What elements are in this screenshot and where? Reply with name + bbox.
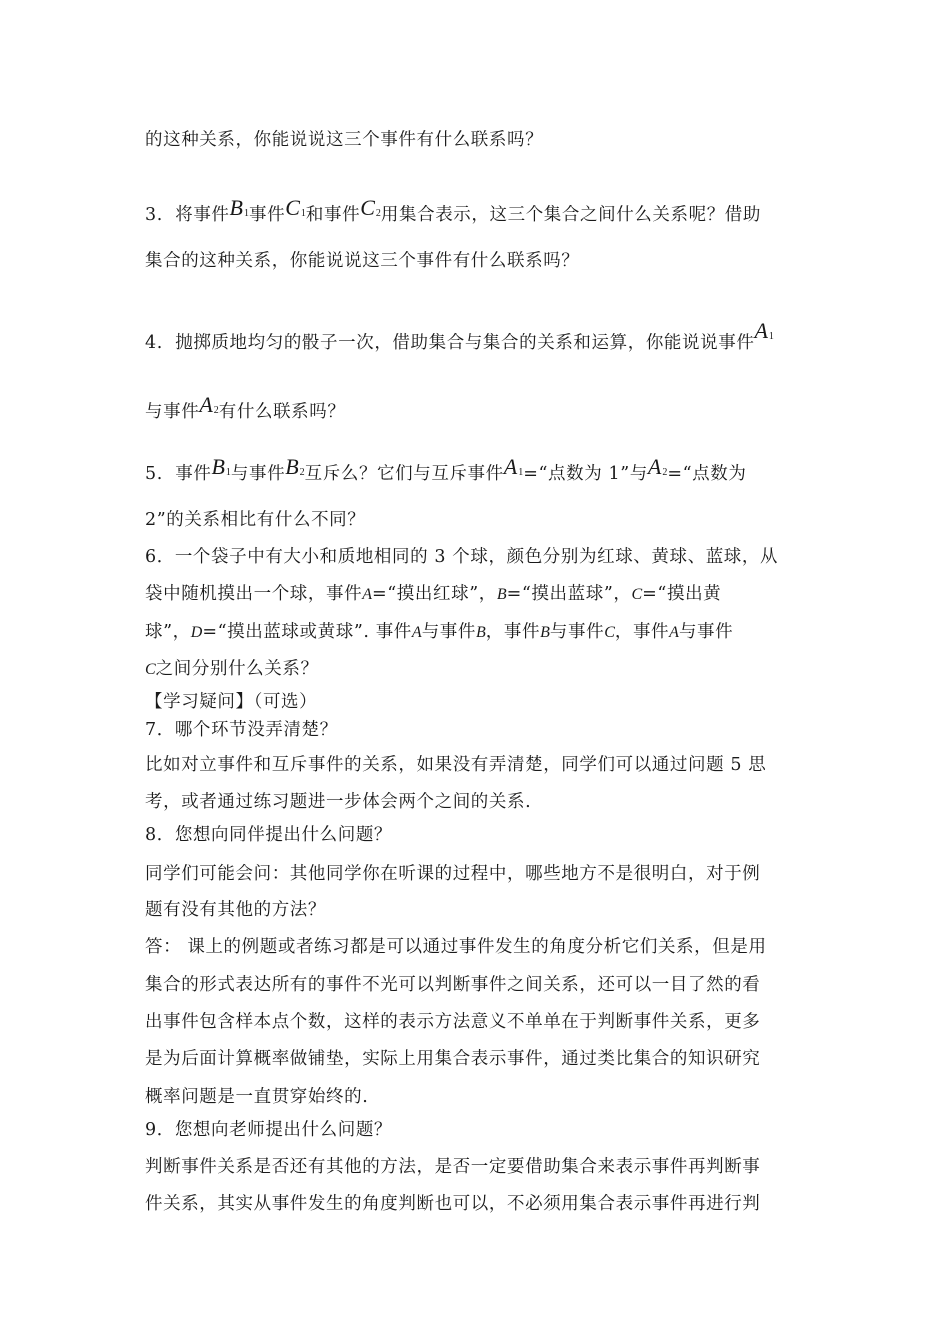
q3-text: 事件 bbox=[249, 205, 286, 225]
q3-text: 和事件 bbox=[305, 205, 361, 225]
q7-line-2: 考，或者通过练习题进一步体会两个之间的关系. bbox=[145, 792, 532, 812]
math-A1: A1 bbox=[754, 318, 774, 343]
math-A1: A1 bbox=[503, 454, 524, 479]
q9-line-1: 判断事件关系是否还有其他的方法，是否一定要借助集合来表示事件再判断事 bbox=[145, 1157, 761, 1177]
q5-text: =“点数为 1”与 bbox=[523, 464, 648, 484]
q7-line-1: 比如对立事件和互斥事件的关系，如果没有弄清楚，同学们可以通过问题 5 思 bbox=[145, 755, 767, 775]
q4-text: 与事件 bbox=[145, 402, 200, 422]
math-B: B1 bbox=[229, 195, 249, 220]
math-C: C bbox=[604, 624, 615, 641]
math-C: C bbox=[145, 661, 156, 678]
q8-answer-5: 概率问题是一直贯穿始终的. bbox=[145, 1087, 369, 1107]
section-heading: 【学习疑问】（可选） bbox=[145, 692, 318, 712]
q3-number: 3. bbox=[145, 205, 163, 225]
q4-text: 抛掷质地均匀的骰子一次，借助集合与集合的关系和运算，你能说说事件 bbox=[175, 333, 755, 353]
q6-line-1: 6．一个袋子中有大小和质地相同的 3 个球，颜色分别为红球、黄球、蓝球，从 bbox=[145, 547, 779, 567]
q6-line-3: 球”，D=“摸出蓝球或黄球”. 事件A与事件B，事件B与事件C，事件A与事件 bbox=[145, 622, 734, 642]
math-B: B bbox=[476, 624, 486, 641]
math-B2: B2 bbox=[285, 454, 305, 479]
q8-answer-2: 集合的形式表达所有的事件不光可以判断事件之间关系，还可以一目了然的看 bbox=[145, 975, 761, 995]
q5-text: 互斥么？它们与互斥事件 bbox=[304, 464, 504, 484]
q2-continuation: 的这种关系，你能说说这三个事件有什么联系吗？ bbox=[145, 130, 544, 150]
math-D: D bbox=[190, 624, 203, 641]
q8-answer-4: 是为后面计算概率做铺垫，实际上用集合表示事件，通过类比集合的知识研究 bbox=[145, 1049, 761, 1069]
q9-title: 9．您想向老师提出什么问题？ bbox=[145, 1120, 393, 1140]
math-A: A bbox=[362, 586, 372, 603]
q3-line-2: 集合的这种关系，你能说说这三个事件有什么联系吗？ bbox=[145, 251, 580, 271]
q4-text: 有什么联系吗？ bbox=[218, 402, 346, 422]
q3-text: 将事件 bbox=[175, 205, 230, 225]
math-A2: A2 bbox=[647, 454, 668, 479]
q8-title: 8．您想向同伴提出什么问题？ bbox=[145, 825, 393, 845]
math-B: B bbox=[496, 586, 507, 603]
math-B: B bbox=[540, 624, 550, 641]
q6-line-2: 袋中随机摸出一个球，事件A=“摸出红球”，B=“摸出蓝球”，C=“摸出黄 bbox=[145, 584, 722, 604]
q8-line-2: 题有没有其他的方法？ bbox=[145, 900, 326, 920]
q5-line-1 bbox=[145, 455, 746, 486]
q4-line-2 bbox=[145, 393, 345, 424]
math-A2: A2 bbox=[199, 392, 219, 417]
math-C: C bbox=[631, 586, 643, 603]
math-A: A bbox=[669, 624, 679, 641]
math-B1: B1 bbox=[211, 454, 231, 479]
q8-line-1: 同学们可能会问：其他同学你在听课的过程中，哪些地方不是很明白，对于例 bbox=[145, 864, 761, 884]
q5-number: 5. bbox=[145, 464, 163, 484]
q8-answer-3: 出事件包含样本点个数，这样的表示方法意义不单单在于判断事件关系，更多 bbox=[145, 1012, 761, 1032]
q5-text: =“点数为 bbox=[667, 464, 747, 484]
q7-title: 7．哪个环节没弄清楚？ bbox=[145, 720, 338, 740]
q8-answer-1: 答： 课上的例题或者练习都是可以通过事件发生的角度分析它们关系，但是用 bbox=[145, 937, 767, 957]
q5-text: 与事件 bbox=[230, 464, 286, 484]
q3-text: 用集合表示，这三个集合之间什么关系呢？借助 bbox=[380, 205, 761, 225]
q3-line-1 bbox=[145, 196, 761, 227]
q6-line-4: C之间分别什么关系？ bbox=[145, 659, 319, 679]
q5-text: 事件 bbox=[175, 464, 212, 484]
q4-number: 4. bbox=[145, 333, 163, 353]
q4-line-1 bbox=[145, 319, 774, 355]
q5-line-2: 2”的关系相比有什么不同？ bbox=[145, 510, 366, 530]
math-C1: C1 bbox=[285, 195, 306, 220]
math-A: A bbox=[411, 624, 422, 641]
math-C2: C2 bbox=[360, 195, 381, 220]
q9-line-2: 件关系，其实从事件发生的角度判断也可以，不必须用集合表示事件再进行判 bbox=[145, 1194, 761, 1214]
